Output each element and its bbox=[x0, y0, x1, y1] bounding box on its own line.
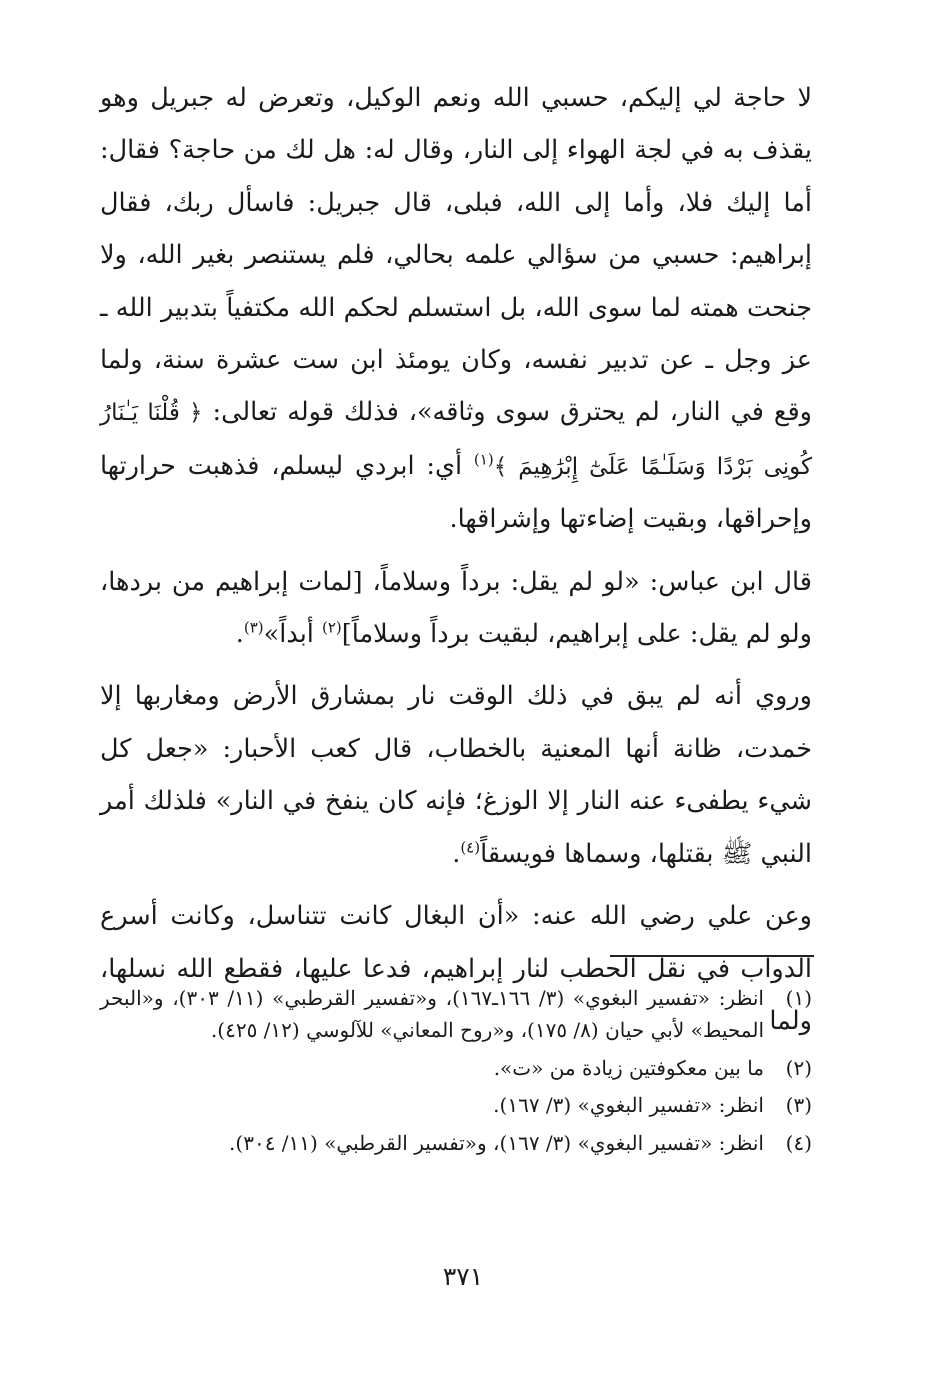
footnote-ref-4: (٤) bbox=[460, 838, 481, 857]
paragraph-1-continuation: أي: ابردي ليسلم، فذهبت حرارتها وإحراقها، وبقيت إضاءتها وإشراقها. bbox=[100, 450, 812, 535]
paragraph-2-end: . bbox=[235, 619, 244, 650]
footnote-3 bbox=[100, 1089, 812, 1121]
paragraph-2 bbox=[100, 556, 812, 661]
footnote-1 bbox=[100, 982, 812, 1047]
footnote-text: انظر: «تفسير البغوي» (٣/ ١٦٦ـ١٦٧)، و«تفسير القرطبي» (١١/ ٣٠٣)، و«البحر المحيط» لأبي حيان (٨/ ١٧٥)، و«روح المعاني» للآلوسي (١٢/ ٤٢٥). bbox=[100, 986, 764, 1043]
paragraph-3 bbox=[100, 670, 812, 880]
paragraph-3-text: وروي أنه لم يبق في ذلك الوقت نار بمشارق الأرض ومغاربها إلا خمدت، ظانة أنها المعنية بالخطاب، قال كعب الأحبار: «جعل كل شيء يطفىء عنه النار إلا الوزغ؛ فإنه كان ينفخ في النار» فلذلك أمر النبي ﷺ بقتلها، وسماها فويسقاً bbox=[100, 681, 812, 869]
footnote-number: (٤) bbox=[785, 1130, 812, 1155]
paragraph-2-text: قال ابن عباس: «لو لم يقل: برداً وسلاماً، [لمات إبراهيم من بردها، ولو لم يقل: على إبراهيم، لبقيت برداً وسلاماً] bbox=[100, 566, 812, 650]
quran-verse: ﴿ قُلْنَا يَـٰنَارُ كُونِى بَرْدًا وَسَلَـٰمًا عَلَىٰٓ إِبْرَٰهِيمَ ﴾ bbox=[100, 400, 812, 480]
main-text bbox=[100, 72, 812, 1047]
footnote-ref-2: (٢) bbox=[322, 618, 342, 637]
footnote-2 bbox=[100, 1052, 812, 1084]
footnote-number: (٢) bbox=[785, 1055, 812, 1080]
paragraph-1-text: لا حاجة لي إليكم، حسبي الله ونعم الوكيل، وتعرض له جبريل وهو يقذف به في لجة الهواء إلى النار، وقال له: هل لك من حاجة؟ فقال: أما إليك فلا، وأما إلى الله، فبلى، قال جبريل: فاسأل ربك، فقال إبراهيم: حسبي من سؤالي علمه بحالي، فلم يستنصر بغير الله، ولا جنحت همته لما سوى الله، بل استسلم لحكم الله مكتفياً بتدبير الله ـ عز وجل ـ عن تدبير نفسه، وكان يومئذ ابن ست عشرة سنة، ولما وقع في النار، لم يحترق سوى وثاقه»، فذلك قوله تعالى: bbox=[100, 83, 812, 428]
paragraph-1 bbox=[100, 72, 812, 546]
paragraph-3-end: . bbox=[452, 838, 461, 869]
footnote-number: (١) bbox=[785, 986, 812, 1010]
footnote-text: ما بين معكوفتين زيادة من «ت». bbox=[493, 1055, 764, 1080]
footnote-separator bbox=[610, 955, 814, 957]
footnote-number: (٣) bbox=[785, 1093, 812, 1118]
page-number: ٣٧١ bbox=[442, 1262, 484, 1291]
paragraph-4: وعن علي رضي الله عنه: «أن البغال كانت تتناسل، وكانت أسرع الدواب في نقل الحطب لنار إبراهيم، فدعا عليها، فقطع الله نسلها، ولما bbox=[100, 901, 812, 1036]
footnote-ref-1: (١) bbox=[473, 450, 494, 469]
footnote-ref-3: (٣) bbox=[243, 618, 264, 637]
footnote-text: انظر: «تفسير البغوي» (٣/ ١٦٧)، و«تفسير القرطبي» (١١/ ٣٠٤). bbox=[229, 1130, 764, 1155]
footnote-text: انظر: «تفسير البغوي» (٣/ ١٦٧). bbox=[493, 1093, 764, 1118]
footnotes bbox=[100, 982, 812, 1164]
paragraph-2-continuation: أبداً» bbox=[263, 619, 322, 650]
footnote-4 bbox=[100, 1127, 812, 1159]
